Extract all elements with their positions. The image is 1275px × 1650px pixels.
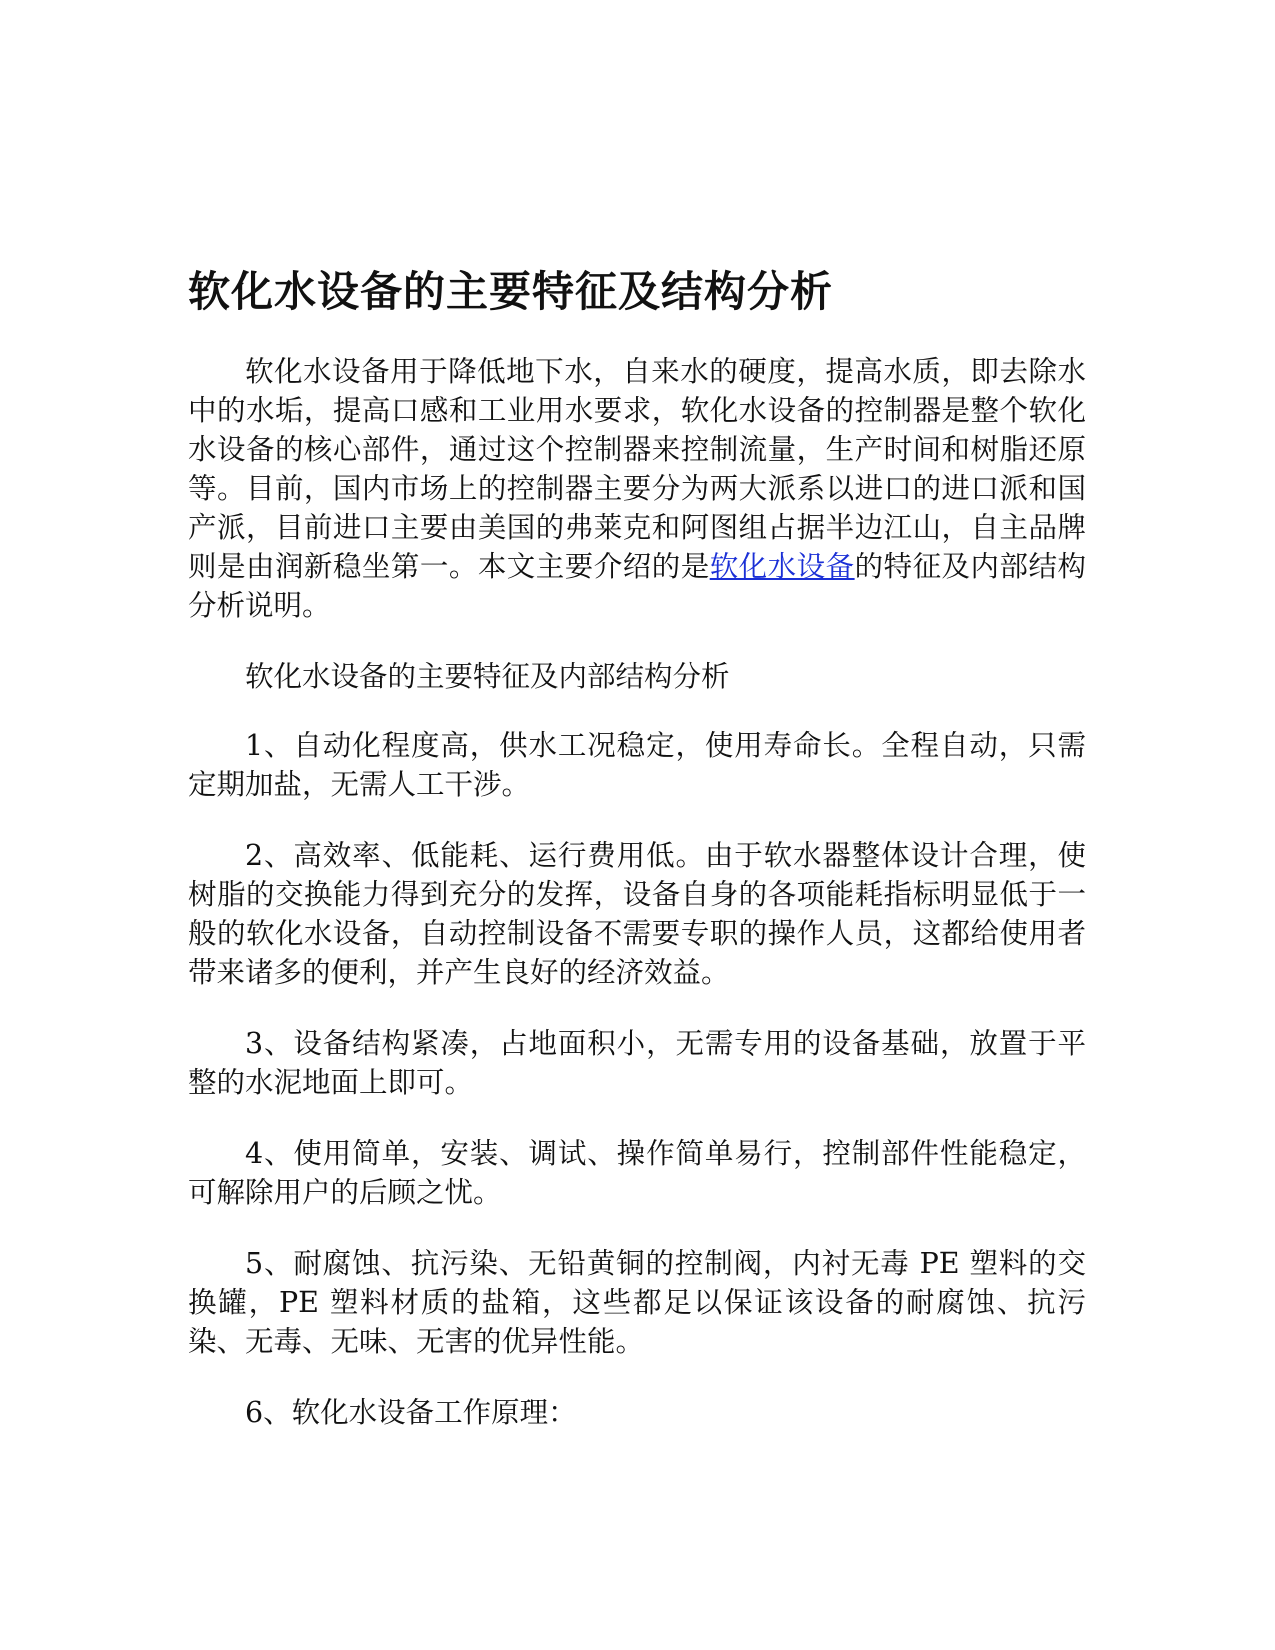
document-title: 软化水设备的主要特征及结构分析 xyxy=(188,267,834,316)
intro-text: 软化水设备用于降低地下水，自来水的硬度，提高水质，即去除水中的水垢，提高口感和工业用水要求，软化水设备的控制器是整个软化水设备的核心部件，通过这个控制器来控制流量，生产时间和树脂还原等。目前，国内市场上的控制器主要分为两大派系以进口的进口派和国产派，目前进口主要由美国的弗莱克和阿图组占据半边江山，自主品牌则是由润新稳坐第一。本文主要介绍的是 xyxy=(188,355,1086,583)
feature-item-5: 5、耐腐蚀、抗污染、无铅黄铜的控制阀，内衬无毒 PE 塑料的交换罐，PE 塑料材质的盐箱，这些都足以保证该设备的耐腐蚀、抗污染、无毒、无味、无害的优异性能。 xyxy=(188,1247,1086,1358)
document-page xyxy=(188,262,1086,1464)
water-softener-link[interactable]: 软化水设备 xyxy=(709,550,855,583)
feature-item-4: 4、使用简单，安装、调试、操作简单易行，控制部件性能稳定，可解除用户的后顾之忧。 xyxy=(188,1137,1086,1209)
feature-item-1: 1、自动化程度高，供水工况稳定，使用寿命长。全程自动，只需定期加盐，无需人工干涉。 xyxy=(188,729,1086,801)
intro-paragraph xyxy=(188,352,1086,625)
feature-item-2: 2、高效率、低能耗、运行费用低。由于软水器整体设计合理，使树脂的交换能力得到充分的发挥，设备自身的各项能耗指标明显低于一般的软化水设备，自动控制设备不需要专职的操作人员，这都给使用者带来诸多的便利，并产生良好的经济效益。 xyxy=(188,839,1086,989)
feature-item-3: 3、设备结构紧凑，占地面积小，无需专用的设备基础，放置于平整的水泥地面上即可。 xyxy=(188,1027,1086,1099)
section-subheading: 软化水设备的主要特征及内部结构分析 xyxy=(245,660,730,693)
feature-item-6: 6、软化水设备工作原理： xyxy=(245,1396,577,1429)
intro-text-end: 的特征及内部结构分析说明。 xyxy=(188,550,1086,622)
